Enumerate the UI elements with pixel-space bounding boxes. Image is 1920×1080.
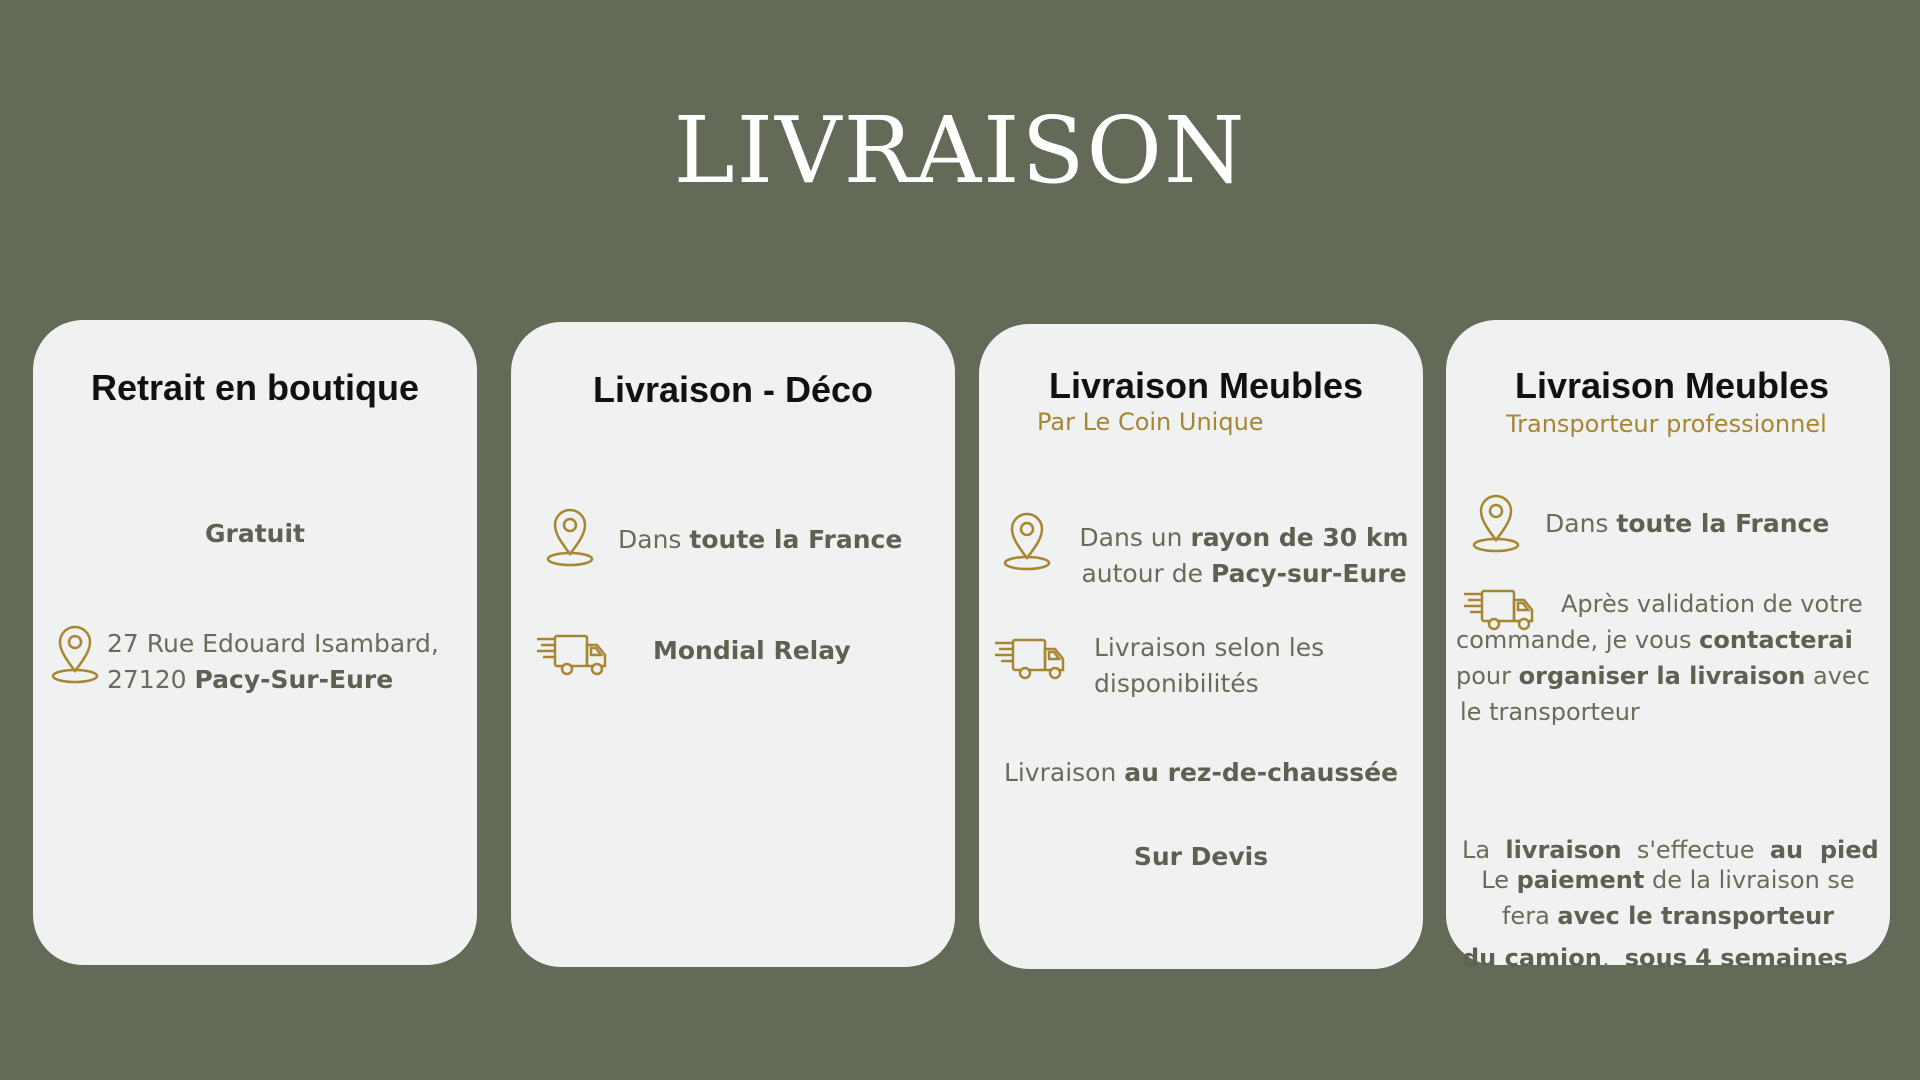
card-title: Livraison Meubles — [1514, 365, 1830, 406]
card-furniture-carrier — [1446, 320, 1890, 972]
card-pickup — [33, 320, 477, 965]
card-subtitle: Par Le Coin Unique — [1037, 408, 1264, 436]
map-pin-icon — [50, 625, 100, 687]
card-subtitle: Transporteur professionnel — [1506, 410, 1827, 438]
contact-line1: Après validation de votre — [1561, 590, 1863, 618]
address — [107, 626, 477, 698]
delivery-truck-icon — [993, 637, 1067, 681]
card-title: Livraison Meubles — [1048, 365, 1364, 406]
map-pin-icon — [545, 508, 595, 570]
price-label: Gratuit — [205, 519, 305, 548]
carrier-name: Mondial Relay — [653, 636, 851, 665]
contact-line2: commande, je vous contacterai — [1456, 626, 1853, 654]
address-line1: 27 Rue Edouard Isambard, — [107, 629, 439, 658]
payment-text — [1446, 862, 1890, 934]
delivery-truck-icon — [535, 633, 609, 677]
delivery-zone — [1069, 520, 1419, 592]
address-line2: 27120 Pacy-Sur-Eure — [107, 665, 394, 694]
payment-line2: fera avec le transporteur — [1501, 902, 1835, 930]
card-title: Livraison - Déco — [592, 369, 874, 410]
quote-label: Sur Devis — [1133, 842, 1269, 871]
page-title: LIVRAISON — [673, 97, 1247, 204]
floor-text: Livraison au rez-de-chaussée — [1003, 758, 1399, 787]
payment-line1: Le paiement de la livraison se — [1481, 866, 1855, 894]
delivery-zone: Dans toute la France — [1545, 509, 1830, 538]
zone-line2: autour de Pacy-sur-Eure — [1081, 559, 1407, 588]
availability-line1: Livraison selon les — [1094, 633, 1325, 662]
delivery-zone: Dans toute la France — [618, 525, 903, 554]
card-title: Retrait en boutique — [90, 367, 419, 408]
availability-text — [1094, 630, 1324, 702]
effect-line1: La livraison s'effectue au pied — [1462, 836, 1879, 864]
availability-line2: disponibilités — [1094, 669, 1259, 698]
contact-line3: pour organiser la livraison avec — [1456, 662, 1870, 690]
zone-line1: Dans un rayon de 30 km — [1079, 523, 1409, 552]
map-pin-icon — [1471, 494, 1521, 556]
card-furniture-local — [979, 324, 1423, 969]
card-deco-delivery — [511, 322, 955, 967]
map-pin-icon — [1002, 512, 1052, 574]
contact-text — [1456, 586, 1886, 730]
effect-line2: du camion, sous 4 semaines — [1462, 944, 1848, 972]
contact-line4: le transporteur — [1460, 698, 1640, 726]
